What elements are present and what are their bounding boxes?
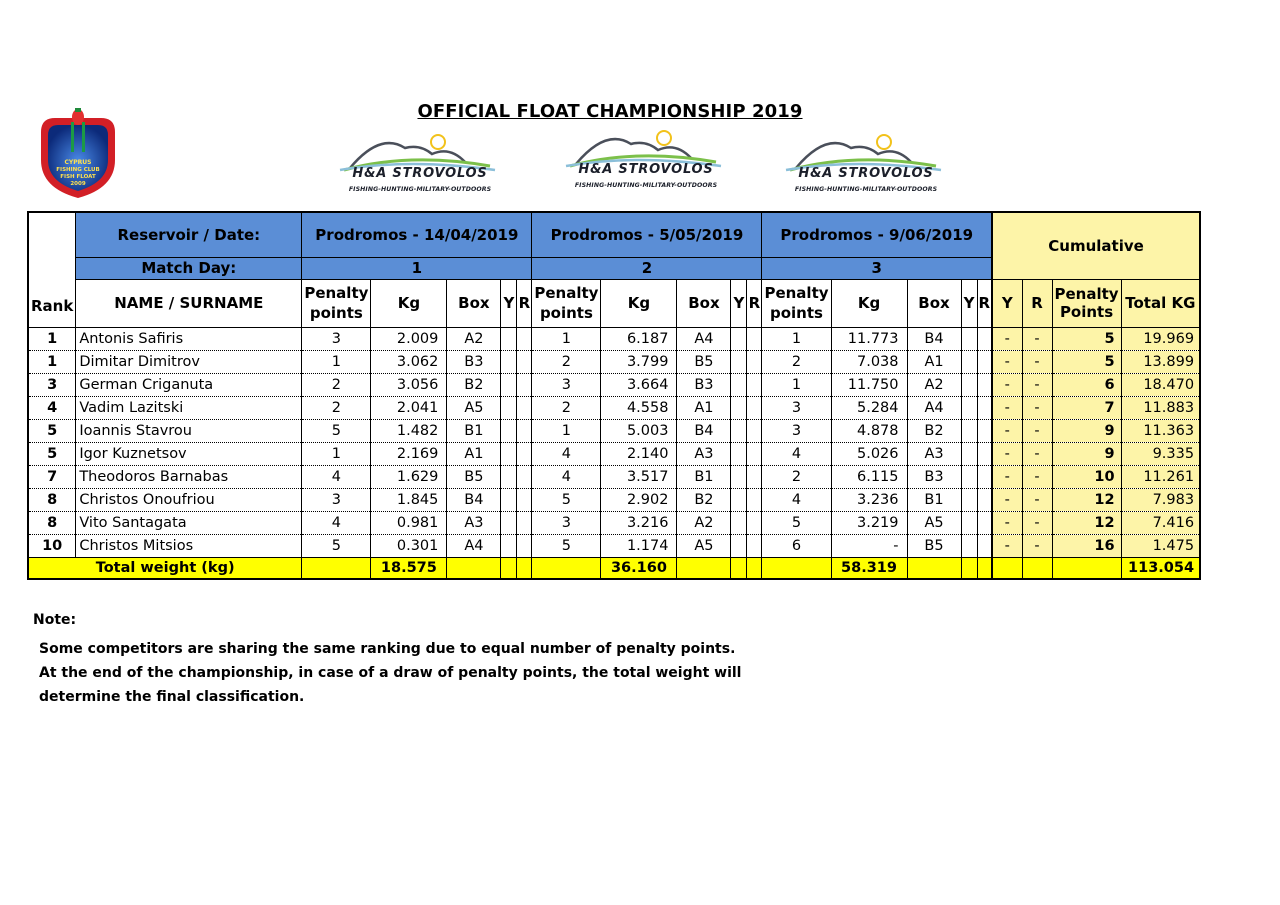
- kg-cell: 4.878: [831, 419, 907, 442]
- box-cell: A1: [907, 350, 961, 373]
- competitor-name: Igor Kuznetsov: [76, 442, 302, 465]
- sponsor-brand: H&A STROVOLOS: [352, 166, 488, 181]
- rank-cell: 1: [28, 350, 76, 373]
- box-cell: A5: [677, 534, 731, 557]
- penalty-points-cell: 6: [1052, 373, 1121, 396]
- cumulative-y-header: Y: [992, 279, 1022, 327]
- cumulative-y-cell: -: [992, 442, 1022, 465]
- penalty-points-cell: 5: [1052, 350, 1121, 373]
- club-logo: [33, 108, 123, 200]
- r-card-cell: [517, 396, 532, 419]
- total-box-cell: [677, 557, 731, 579]
- box-cell: B1: [447, 419, 501, 442]
- total-weight-label: Total weight (kg): [28, 557, 302, 579]
- r-card-cell: [517, 327, 532, 350]
- y-card-cell: [501, 488, 517, 511]
- total-kg-header: Total KG: [1121, 279, 1200, 327]
- box-cell: B1: [907, 488, 961, 511]
- box-cell: A4: [907, 396, 961, 419]
- penalty-cell: 2: [762, 465, 831, 488]
- header-row-columns: [28, 279, 1200, 327]
- kg-cell: 3.664: [601, 373, 677, 396]
- sponsor-logo: [320, 126, 520, 202]
- kg-cell: 3.236: [831, 488, 907, 511]
- cumulative-r-cell: -: [1022, 396, 1052, 419]
- match-1-day: 1: [302, 257, 532, 279]
- match-1-venue: Prodromos - 14/04/2019: [302, 212, 532, 257]
- y-card-cell: [961, 396, 977, 419]
- penalty-cell: 1: [762, 373, 831, 396]
- rank-header: Rank: [28, 212, 76, 327]
- sponsor-brand: H&A STROVOLOS: [578, 162, 714, 177]
- kg-cell: 4.558: [601, 396, 677, 419]
- reservoir-date-header: Reservoir / Date:: [76, 212, 302, 257]
- penalty-cell: 5: [532, 488, 601, 511]
- r-card-cell: [747, 511, 762, 534]
- total-penalty-cell: [532, 557, 601, 579]
- penalty-cell: 6: [762, 534, 831, 557]
- rank-cell: 3: [28, 373, 76, 396]
- penalty-points-cell: 9: [1052, 442, 1121, 465]
- y-card-cell: [961, 511, 977, 534]
- y-card-cell: [961, 350, 977, 373]
- table-row: [28, 511, 1200, 534]
- table-row: [28, 488, 1200, 511]
- match-3-r-header: R: [977, 279, 992, 327]
- penalty-cell: 3: [532, 373, 601, 396]
- penalty-cell: 4: [762, 442, 831, 465]
- penalty-cell: 3: [762, 419, 831, 442]
- kg-cell: 2.009: [371, 327, 447, 350]
- match-2-kg-header: Kg: [601, 279, 677, 327]
- r-card-cell: [977, 327, 992, 350]
- y-card-cell: [961, 419, 977, 442]
- y-card-cell: [731, 488, 747, 511]
- penalty-cell: 3: [532, 511, 601, 534]
- penalty-cell: 3: [302, 327, 371, 350]
- results-table: [27, 211, 1201, 580]
- rank-cell: 5: [28, 419, 76, 442]
- box-cell: B4: [677, 419, 731, 442]
- total-kg-cell: 19.969: [1121, 327, 1200, 350]
- competitor-name: Christos Onoufriou: [76, 488, 302, 511]
- cumulative-r-header: R: [1022, 279, 1052, 327]
- cumulative-y-cell: -: [992, 327, 1022, 350]
- match-2-day: 2: [532, 257, 762, 279]
- r-card-cell: [517, 442, 532, 465]
- r-card-cell: [747, 465, 762, 488]
- page-title: OFFICIAL FLOAT CHAMPIONSHIP 2019: [417, 101, 803, 122]
- box-cell: B5: [447, 465, 501, 488]
- sponsor-logo: [546, 122, 746, 198]
- penalty-cell: 5: [302, 419, 371, 442]
- y-card-cell: [731, 396, 747, 419]
- match-day-header: Match Day:: [76, 257, 302, 279]
- total-r-cell: [747, 557, 762, 579]
- penalty-cell: 5: [762, 511, 831, 534]
- penalty-cell: 1: [302, 442, 371, 465]
- total-kg-cell: 13.899: [1121, 350, 1200, 373]
- box-cell: B5: [907, 534, 961, 557]
- competitor-name: Theodoros Barnabas: [76, 465, 302, 488]
- box-cell: A3: [677, 442, 731, 465]
- total-y-cell: [501, 557, 517, 579]
- kg-cell: 3.799: [601, 350, 677, 373]
- y-card-cell: [961, 534, 977, 557]
- match-1-box-header: Box: [447, 279, 501, 327]
- cumulative-y-cell: -: [992, 396, 1022, 419]
- y-card-cell: [731, 327, 747, 350]
- y-card-cell: [961, 488, 977, 511]
- cumulative-r-cell: -: [1022, 465, 1052, 488]
- note-line: determine the final classification.: [39, 689, 305, 705]
- match-1-y-header: Y: [501, 279, 517, 327]
- cumulative-r-cell: -: [1022, 419, 1052, 442]
- competitor-name: Ioannis Stavrou: [76, 419, 302, 442]
- competitor-name: Vadim Lazitski: [76, 396, 302, 419]
- kg-cell: 6.187: [601, 327, 677, 350]
- box-cell: A4: [677, 327, 731, 350]
- r-card-cell: [977, 534, 992, 557]
- total-kg-cell: 11.363: [1121, 419, 1200, 442]
- penalty-cell: 5: [302, 534, 371, 557]
- rank-cell: 1: [28, 327, 76, 350]
- r-card-cell: [977, 488, 992, 511]
- penalty-cell: 5: [532, 534, 601, 557]
- name-header: NAME / SURNAME: [76, 279, 302, 327]
- match-1-kg-header: Kg: [371, 279, 447, 327]
- box-cell: B3: [677, 373, 731, 396]
- r-card-cell: [747, 350, 762, 373]
- total-kg-cell: 1.475: [1121, 534, 1200, 557]
- kg-cell: 1.482: [371, 419, 447, 442]
- match-2-box-header: Box: [677, 279, 731, 327]
- competitor-name: Antonis Safiris: [76, 327, 302, 350]
- box-cell: B2: [907, 419, 961, 442]
- match-3-venue: Prodromos - 9/06/2019: [762, 212, 992, 257]
- kg-cell: 3.219: [831, 511, 907, 534]
- y-card-cell: [501, 327, 517, 350]
- r-card-cell: [977, 511, 992, 534]
- match-1-r-header: R: [517, 279, 532, 327]
- box-cell: B3: [447, 350, 501, 373]
- rank-cell: 10: [28, 534, 76, 557]
- penalty-cell: 2: [762, 350, 831, 373]
- y-card-cell: [731, 419, 747, 442]
- r-card-cell: [977, 442, 992, 465]
- r-card-cell: [747, 327, 762, 350]
- box-cell: A2: [447, 327, 501, 350]
- y-card-cell: [961, 327, 977, 350]
- header-row-venue: [28, 212, 1200, 257]
- cumulative-y-cell: -: [992, 488, 1022, 511]
- competitor-name: German Criganuta: [76, 373, 302, 396]
- total-weight-row: [28, 557, 1200, 579]
- cumulative-y-cell: -: [992, 465, 1022, 488]
- box-cell: A2: [677, 511, 731, 534]
- total-kg-cell: 7.416: [1121, 511, 1200, 534]
- box-cell: A3: [907, 442, 961, 465]
- box-cell: A3: [447, 511, 501, 534]
- match-3-penalty-header: Penalty points: [762, 279, 831, 327]
- kg-cell: 5.284: [831, 396, 907, 419]
- r-card-cell: [517, 419, 532, 442]
- r-card-cell: [517, 511, 532, 534]
- cumulative-r-cell: -: [1022, 511, 1052, 534]
- r-card-cell: [977, 350, 992, 373]
- kg-cell: 1.845: [371, 488, 447, 511]
- sponsor-brand: H&A STROVOLOS: [798, 166, 934, 181]
- cumulative-r-cell: -: [1022, 373, 1052, 396]
- r-card-cell: [747, 396, 762, 419]
- total-penalty-cell: [302, 557, 371, 579]
- cumulative-y-cell: -: [992, 373, 1022, 396]
- kg-cell: 7.038: [831, 350, 907, 373]
- penalty-cell: 3: [762, 396, 831, 419]
- total-r-cell: [517, 557, 532, 579]
- kg-cell: 11.773: [831, 327, 907, 350]
- kg-cell: 0.301: [371, 534, 447, 557]
- match-3-kg-header: Kg: [831, 279, 907, 327]
- note-line: Some competitors are sharing the same ranking due to equal number of penalty points.: [39, 641, 736, 657]
- penalty-points-cell: 5: [1052, 327, 1121, 350]
- box-cell: B4: [447, 488, 501, 511]
- cumulative-y-cell: -: [992, 534, 1022, 557]
- penalty-points-header: Penalty Points: [1052, 279, 1121, 327]
- r-card-cell: [517, 350, 532, 373]
- penalty-cell: 2: [302, 396, 371, 419]
- y-card-cell: [961, 442, 977, 465]
- total-kg-cell: 11.261: [1121, 465, 1200, 488]
- kg-cell: 5.003: [601, 419, 677, 442]
- total-kg-cell: 11.883: [1121, 396, 1200, 419]
- r-card-cell: [517, 373, 532, 396]
- total-box-cell: [447, 557, 501, 579]
- kg-cell: -: [831, 534, 907, 557]
- y-card-cell: [731, 511, 747, 534]
- y-card-cell: [731, 442, 747, 465]
- kg-cell: 5.026: [831, 442, 907, 465]
- kg-cell: 3.517: [601, 465, 677, 488]
- y-card-cell: [501, 350, 517, 373]
- total-cum-r-cell: [1022, 557, 1052, 579]
- r-card-cell: [977, 373, 992, 396]
- svg-text:2009: 2009: [70, 181, 86, 187]
- notes-section: [33, 612, 741, 709]
- table-row: [28, 442, 1200, 465]
- rank-cell: 4: [28, 396, 76, 419]
- penalty-cell: 3: [302, 488, 371, 511]
- rank-cell: 8: [28, 511, 76, 534]
- y-card-cell: [731, 534, 747, 557]
- r-card-cell: [517, 534, 532, 557]
- total-kg-cell: 18.470: [1121, 373, 1200, 396]
- box-cell: A5: [907, 511, 961, 534]
- penalty-cell: 4: [302, 511, 371, 534]
- penalty-cell: 2: [532, 396, 601, 419]
- competitor-name: Christos Mitsios: [76, 534, 302, 557]
- cumulative-r-cell: -: [1022, 350, 1052, 373]
- y-card-cell: [501, 373, 517, 396]
- total-r-cell: [977, 557, 992, 579]
- match-total-kg: 18.575: [371, 557, 447, 579]
- r-card-cell: [747, 534, 762, 557]
- total-kg-cell: 7.983: [1121, 488, 1200, 511]
- r-card-cell: [747, 419, 762, 442]
- cumulative-r-cell: -: [1022, 488, 1052, 511]
- kg-cell: 1.629: [371, 465, 447, 488]
- penalty-points-cell: 7: [1052, 396, 1121, 419]
- penalty-points-cell: 12: [1052, 488, 1121, 511]
- r-card-cell: [977, 396, 992, 419]
- box-cell: B2: [677, 488, 731, 511]
- match-2-venue: Prodromos - 5/05/2019: [532, 212, 762, 257]
- penalty-cell: 4: [302, 465, 371, 488]
- rank-cell: 8: [28, 488, 76, 511]
- y-card-cell: [731, 465, 747, 488]
- sponsor-tagline: FISHING-HUNTING-MILITARY-OUTDOORS: [348, 186, 492, 193]
- match-total-kg: 36.160: [601, 557, 677, 579]
- notes-heading: Note:: [33, 612, 77, 628]
- competitor-name: Vito Santagata: [76, 511, 302, 534]
- cumulative-y-cell: -: [992, 419, 1022, 442]
- y-card-cell: [501, 465, 517, 488]
- y-card-cell: [731, 350, 747, 373]
- kg-cell: 1.174: [601, 534, 677, 557]
- svg-text:CYPRUS: CYPRUS: [64, 159, 92, 166]
- match-1-penalty-header: Penalty points: [302, 279, 371, 327]
- sponsor-tagline: FISHING-HUNTING-MILITARY-OUTDOORS: [794, 186, 938, 193]
- table-row: [28, 396, 1200, 419]
- cumulative-header: Cumulative: [992, 212, 1200, 279]
- penalty-cell: 4: [532, 442, 601, 465]
- grand-total-kg: 113.054: [1121, 557, 1200, 579]
- box-cell: B1: [677, 465, 731, 488]
- kg-cell: 2.902: [601, 488, 677, 511]
- box-cell: A5: [447, 396, 501, 419]
- table-row: [28, 419, 1200, 442]
- table-row: [28, 534, 1200, 557]
- sponsor-logo: [766, 126, 966, 202]
- kg-cell: 3.056: [371, 373, 447, 396]
- table-row: [28, 350, 1200, 373]
- box-cell: B3: [907, 465, 961, 488]
- r-card-cell: [517, 465, 532, 488]
- table-row: [28, 327, 1200, 350]
- total-y-cell: [731, 557, 747, 579]
- total-cum-y-cell: [992, 557, 1022, 579]
- penalty-cell: 4: [532, 465, 601, 488]
- rank-cell: 5: [28, 442, 76, 465]
- penalty-points-cell: 16: [1052, 534, 1121, 557]
- competitor-name: Dimitar Dimitrov: [76, 350, 302, 373]
- match-total-kg: 58.319: [831, 557, 907, 579]
- cumulative-r-cell: -: [1022, 442, 1052, 465]
- sponsor-tagline: FISHING-HUNTING-MILITARY-OUTDOORS: [574, 182, 718, 189]
- penalty-points-cell: 10: [1052, 465, 1121, 488]
- y-card-cell: [961, 373, 977, 396]
- total-cum-pen-cell: [1052, 557, 1121, 579]
- y-card-cell: [501, 534, 517, 557]
- match-3-day: 3: [762, 257, 992, 279]
- r-card-cell: [977, 465, 992, 488]
- y-card-cell: [501, 396, 517, 419]
- y-card-cell: [501, 419, 517, 442]
- total-y-cell: [961, 557, 977, 579]
- cumulative-r-cell: -: [1022, 534, 1052, 557]
- box-cell: A1: [447, 442, 501, 465]
- total-box-cell: [907, 557, 961, 579]
- y-card-cell: [501, 511, 517, 534]
- box-cell: A2: [907, 373, 961, 396]
- table-row: [28, 373, 1200, 396]
- kg-cell: 0.981: [371, 511, 447, 534]
- kg-cell: 2.140: [601, 442, 677, 465]
- penalty-points-cell: 9: [1052, 419, 1121, 442]
- box-cell: B2: [447, 373, 501, 396]
- cumulative-y-cell: -: [992, 350, 1022, 373]
- kg-cell: 2.041: [371, 396, 447, 419]
- penalty-points-cell: 12: [1052, 511, 1121, 534]
- kg-cell: 3.216: [601, 511, 677, 534]
- box-cell: B4: [907, 327, 961, 350]
- match-2-r-header: R: [747, 279, 762, 327]
- cumulative-y-cell: -: [992, 511, 1022, 534]
- penalty-cell: 1: [762, 327, 831, 350]
- box-cell: A4: [447, 534, 501, 557]
- r-card-cell: [747, 488, 762, 511]
- match-2-penalty-header: Penalty points: [532, 279, 601, 327]
- match-3-box-header: Box: [907, 279, 961, 327]
- match-2-y-header: Y: [731, 279, 747, 327]
- r-card-cell: [747, 373, 762, 396]
- kg-cell: 3.062: [371, 350, 447, 373]
- kg-cell: 6.115: [831, 465, 907, 488]
- kg-cell: 2.169: [371, 442, 447, 465]
- penalty-cell: 2: [302, 373, 371, 396]
- penalty-cell: 1: [302, 350, 371, 373]
- penalty-cell: 1: [532, 419, 601, 442]
- total-penalty-cell: [762, 557, 831, 579]
- r-card-cell: [517, 488, 532, 511]
- y-card-cell: [961, 465, 977, 488]
- svg-text:FISHING CLUB: FISHING CLUB: [56, 167, 100, 173]
- table-row: [28, 465, 1200, 488]
- total-kg-cell: 9.335: [1121, 442, 1200, 465]
- match-3-y-header: Y: [961, 279, 977, 327]
- rank-cell: 7: [28, 465, 76, 488]
- svg-text:FISH FLOAT: FISH FLOAT: [60, 174, 96, 180]
- penalty-cell: 1: [532, 327, 601, 350]
- cumulative-r-cell: -: [1022, 327, 1052, 350]
- y-card-cell: [501, 442, 517, 465]
- r-card-cell: [977, 419, 992, 442]
- r-card-cell: [747, 442, 762, 465]
- penalty-cell: 4: [762, 488, 831, 511]
- box-cell: A1: [677, 396, 731, 419]
- penalty-cell: 2: [532, 350, 601, 373]
- y-card-cell: [731, 373, 747, 396]
- note-line: At the end of the championship, in case of a draw of penalty points, the total weight will: [39, 665, 742, 681]
- kg-cell: 11.750: [831, 373, 907, 396]
- box-cell: B5: [677, 350, 731, 373]
